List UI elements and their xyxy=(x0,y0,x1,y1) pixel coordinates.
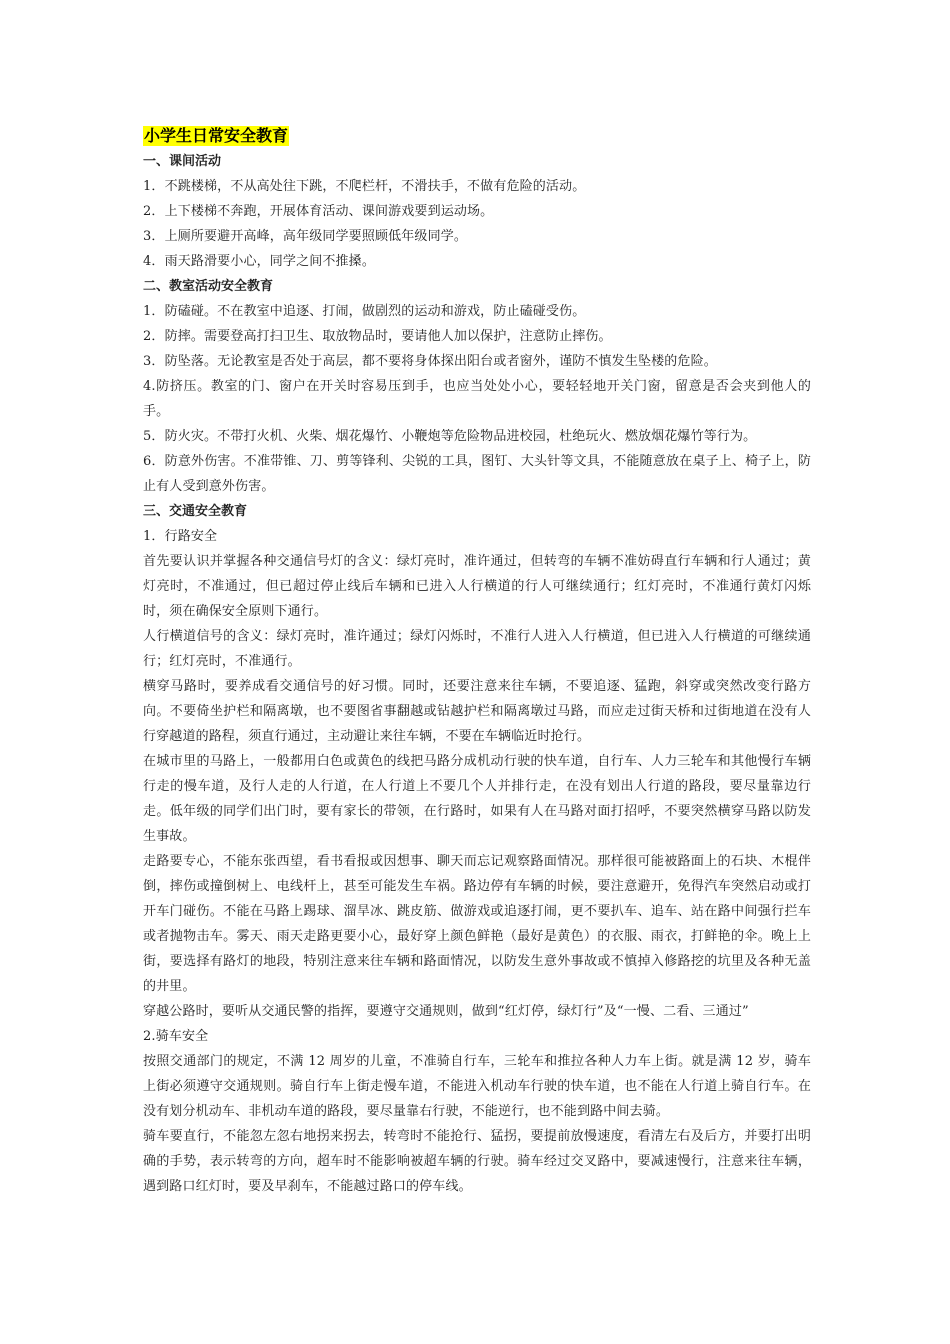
paragraph: 首先要认识并掌握各种交通信号灯的含义：绿灯亮时，准许通过，但转弯的车辆不准妨碍直行车辆和行人通过；黄灯亮时，不准通过，但已超过停止线后车辆和已进入人行横道的行人可继续通行；红灯亮时，不准通行黄灯闪烁时，须在确保安全原则下通行。 xyxy=(143,554,811,619)
paragraph: 2．上下楼梯不奔跑，开展体育活动、课间游戏要到运动场。 xyxy=(143,204,494,219)
paragraph: 走路要专心，不能东张西望，看书看报或因想事、聊天而忘记观察路面情况。那样很可能被路面上的石块、木棍伴倒，摔伤或撞倒树上、电线杆上，甚至可能发生车祸。路边停有车辆的时候，要注意避开，免得汽车突然启动或打开车门碰伤。不能在马路上踢球、溜旱冰、跳皮筋、做游戏或追逐打闹，更不要扒车、追车、站在路中间强行拦车或者抛物击车。雾天、雨天走路更要小心，最好穿上颜色鲜艳（最好是黄色）的衣服、雨衣，打鲜艳的伞。晚上上街，要选择有路灯的地段，特别注意来往车辆和路面情况，以防发生意外事故或不慎掉入修路挖的坑里及各种无盖的井里。 xyxy=(143,854,811,994)
paragraph: 2.骑车安全 xyxy=(143,1029,209,1044)
paragraph: 人行横道信号的含义：绿灯亮时，准许通过；绿灯闪烁时，不准行人进入人行横道，但已进入人行横道的可继续通行；红灯亮时，不准通行。 xyxy=(143,629,811,669)
paragraph: 1．防磕碰。不在教室中追逐、打闹，做剧烈的运动和游戏，防止磕碰受伤。 xyxy=(143,304,586,319)
paragraph: 1．行路安全 xyxy=(143,529,218,544)
section-heading: 三、交通安全教育 xyxy=(143,504,248,519)
paragraph: 6．防意外伤害。不准带锥、刀、剪等锋利、尖锐的工具，图钉、大头针等文具，不能随意放在桌子上、椅子上，防止有人受到意外伤害。 xyxy=(143,454,811,494)
document-content xyxy=(143,126,811,1199)
paragraph: 按照交通部门的规定，不满 12 周岁的儿童，不准骑自行车，三轮车和推拉各种人力车上街。就是满 12 岁，骑车上街必须遵守交通规则。骑自行车上街走慢车道，不能进入机动车行驶的快车道，也不能在人行道上骑自行车。在没有划分机动车、非机动车道的路段，要尽量靠右行驶，不能逆行，也不能到路中间去骑。 xyxy=(143,1054,811,1119)
paragraph: 4．雨天路滑要小心，同学之间不推搡。 xyxy=(143,254,375,269)
paragraph: 4.防挤压。教室的门、窗户在开关时容易压到手，也应当处处小心，要轻轻地开关门窗，留意是否会夹到他人的手。 xyxy=(143,379,811,419)
paragraph: 3．防坠落。无论教室是否处于高层，都不要将身体探出阳台或者窗外，谨防不慎发生坠楼的危险。 xyxy=(143,354,717,369)
paragraph: 在城市里的马路上，一般都用白色或黄色的线把马路分成机动行驶的快车道，自行车、人力三轮车和其他慢行车辆行走的慢车道，及行人走的人行道，在人行道上不要几个人并排行走，在没有划出人行道的路段，要尽量靠边行走。低年级的同学们出门时，要有家长的带领，在行路时，如果有人在马路对面打招呼，不要突然横穿马路以防发生事故。 xyxy=(143,754,811,844)
paragraph: 横穿马路时，要养成看交通信号的好习惯。同时，还要注意来往车辆，不要追逐、猛跑，斜穿或突然改变行路方向。不要倚坐护栏和隔离墩，也不要图省事翻越或钻越护栏和隔离墩过马路，而应走过街天桥和过街地道在没有人行穿越道的路程，须直行通过，主动避让来往车辆，不要在车辆临近时抢行。 xyxy=(143,679,811,744)
paragraph: 1．不跳楼梯，不从高处往下跳，不爬栏杆，不滑扶手，不做有危险的活动。 xyxy=(143,179,586,194)
paragraph: 2．防摔。需要登高打扫卫生、取放物品时，要请他人加以保护，注意防止摔伤。 xyxy=(143,329,612,344)
document-title: 小学生日常安全教育 xyxy=(144,126,289,145)
section-heading: 一、课间活动 xyxy=(143,154,222,169)
paragraph: 5．防火灾。不带打火机、火柴、烟花爆竹、小鞭炮等危险物品进校园，杜绝玩火、燃放烟花爆竹等行为。 xyxy=(143,429,757,444)
paragraph: 3．上厕所要避开高峰，高年级同学要照顾低年级同学。 xyxy=(143,229,468,244)
document-body xyxy=(143,149,811,1199)
paragraph: 穿越公路时，要听从交通民警的指挥，要遵守交通规则，做到“红灯停，绿灯行”及“一慢、二看、三通过” xyxy=(143,1004,749,1019)
section-heading: 二、教室活动安全教育 xyxy=(143,279,274,294)
title-line xyxy=(143,126,811,149)
paragraph: 骑车要直行，不能忽左忽右地拐来拐去，转弯时不能抢行、猛拐，要提前放慢速度，看清左右及后方，并要打出明确的手势，表示转弯的方向，超车时不能影响被超车辆的行驶。骑车经过交叉路中，要减速慢行，注意来往车辆，遇到路口红灯时，要及早刹车，不能越过路口的停车线。 xyxy=(143,1129,811,1194)
